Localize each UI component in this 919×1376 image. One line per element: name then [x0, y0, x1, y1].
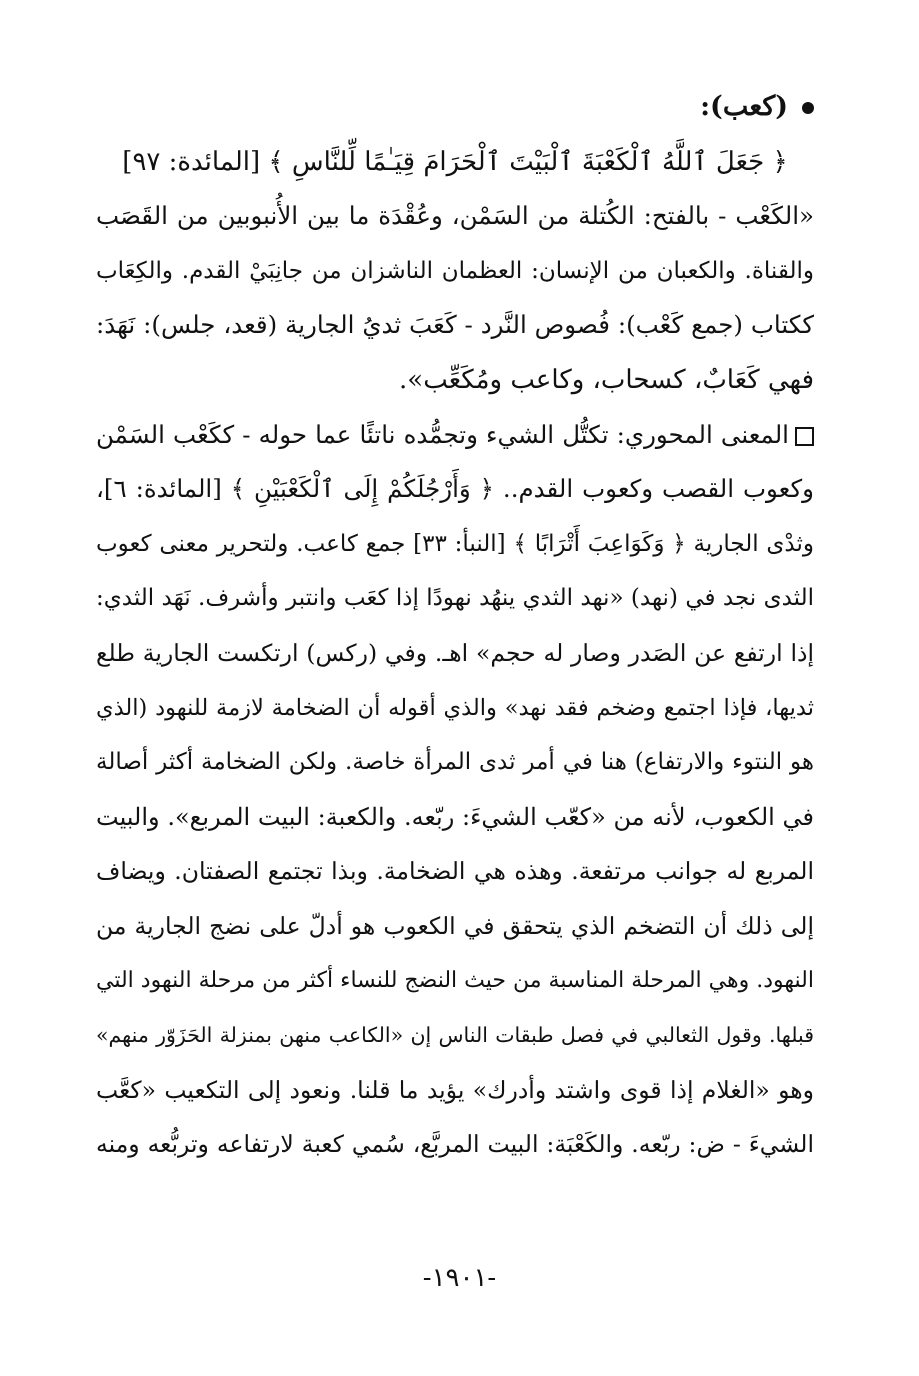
text-line: هو النتوء والارتفاع) هنا في أمر ثدى المرأة خاصة. ولكن الضخامة أكثر أصالة	[96, 749, 814, 776]
text-line: إلى ذلك أن التضخم الذي يتحقق في الكعوب هو أدلّ على نضج الجارية من	[96, 911, 814, 940]
text-line: وهو «الغلام إذا قوى واشتد وأدرك» يؤيد ما قلنا. ونعود إلى التكعيب «كعَّب	[96, 1075, 814, 1104]
page-body	[96, 80, 814, 1172]
text-line: والقناة. والكعبان من الإنسان: العظمان الناشزان من جانِبَيْ القدم. والكِعَاب	[96, 257, 814, 284]
text-line: الشيءَ - ض: ربّعه. والكَعْبَة: البيت المربَّع، سُمي كعبة لارتفاعه وتربُّعه ومنه	[96, 1130, 814, 1159]
text-line: وثدْى الجارية ﴿ وَكَوَاعِبَ أَتْرَابًا ﴾ [النبأ: ٣٣] جمع كاعب. ولتحرير معنى كعوب	[96, 530, 814, 557]
text-line: في الكعوب، لأنه من «كعّب الشيءَ: ربّعه. والكعبة: البيت المربع». والبيت	[96, 802, 814, 831]
text-line: الثدى نجد في (نهد) «نهد الثدي ينهُد نهودًا إذا كعَب وانتبر وأشرف. نَهَد الثدي:	[96, 585, 814, 612]
text-line: فهي كَعَابٌ، كسحاب، وكاعب ومُكَعِّب».	[399, 364, 814, 395]
entry-heading	[96, 80, 814, 135]
quran-verse: ﴿ جَعَلَ ٱللَّهُ ٱلْكَعْبَةَ ٱلْبَيْتَ ٱلْحَرَامَ قِيَـٰمًا لِّلنَّاسِ ﴾ [المائدة: ٩٧]	[122, 146, 788, 177]
text-line: وكعوب القصب وكعوب القدم.. ﴿ وَأَرْجُلَكُمْ إِلَى ٱلْكَعْبَيْنِ ﴾ [المائدة: ٦]،	[96, 474, 814, 504]
text-line: المعنى المحوري: تكتُّل الشيء وتجمُّده ناتئًا عما حوله - ككَعْب السَمْن	[96, 419, 789, 449]
bullet-icon	[802, 102, 814, 114]
text-line: إذا ارتفع عن الصَدر وصار له حجم» اهـ. وفي (ركس) ارتكست الجارية طلع	[96, 638, 814, 667]
text-line: ثديها، فإذا اجتمع وضخم فقد نهد» والذي أقوله أن الضخامة لازمة للنهود (الذي	[96, 694, 814, 721]
text-line: قبلها. وقول الثعالبي في فصل طبقات الناس إن «الكاعب منهن بمنزلة الحَزَوّر منهم»	[96, 1023, 814, 1048]
text-line: ككتاب (جمع كَعْب): فُصوص النَّرد - كَعَبَ ثديُ الجارية (قعد، جلس): نَهَدَ:	[96, 310, 814, 340]
square-box-icon	[795, 427, 814, 446]
text-line: «الكَعْب - بالفتح: الكُتلة من السَمْن، وعُقْدَة ما بين الأُنبوبين من القَصَب	[96, 201, 814, 231]
page-number: -١٩٠١-	[422, 1263, 497, 1293]
entry-title: (كعب):	[700, 91, 788, 122]
text-line: المربع له جوانب مرتفعة. وهذه هي الضخامة. وبذا تجتمع الصفتان. ويضاف	[96, 857, 814, 886]
text-line: النهود. وهي المرحلة المناسبة من حيث النضج للنساء أكثر من مرحلة النهود التي	[96, 967, 814, 993]
core-meaning-line	[96, 408, 814, 463]
